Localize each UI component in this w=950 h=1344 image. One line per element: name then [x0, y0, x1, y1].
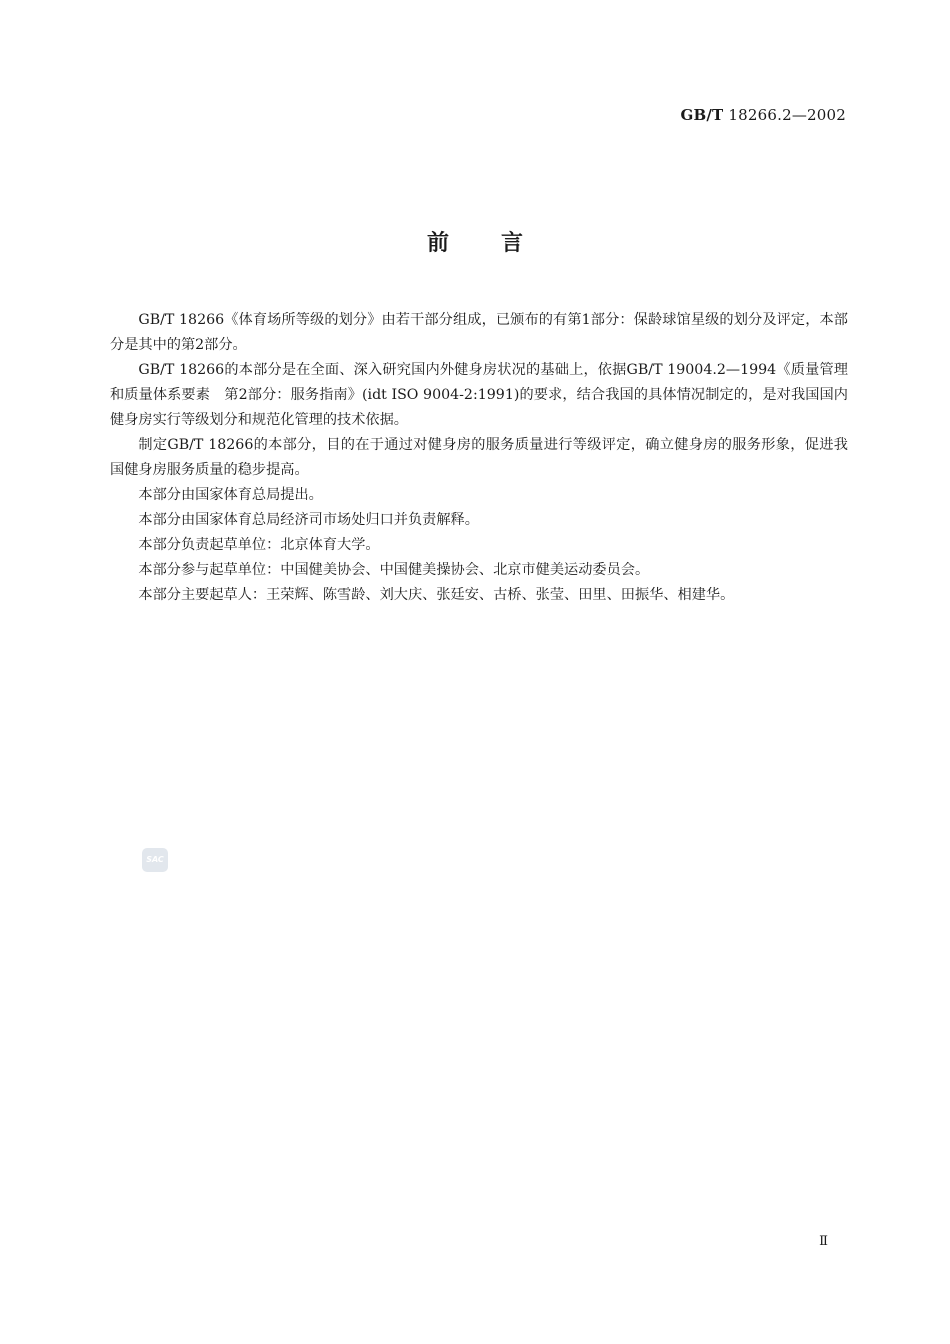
- paragraph-main-drafters: 本部分主要起草人：王荣辉、陈雪龄、刘大庆、张廷安、古桥、张莹、田里、田振华、相建华。: [138, 587, 735, 603]
- paragraph-series-intro: GB/T 18266《体育场所等级的划分》由若干部分组成，已颁布的有第1部分：保龄球馆星级的划分及评定，本部分是其中的第2部分。: [110, 312, 848, 353]
- standard-code-prefix: GB/T: [680, 106, 724, 124]
- foreword-body: [110, 308, 848, 608]
- page-number: Ⅱ: [819, 1234, 828, 1249]
- paragraph-participating-units: 本部分参与起草单位：中国健美协会、中国健美操协会、北京市健美运动委员会。: [138, 562, 650, 578]
- standard-code-number: 18266.2—2002: [728, 106, 846, 124]
- paragraph-responsible-body: 本部分由国家体育总局经济司市场处归口并负责解释。: [138, 512, 479, 528]
- paragraph-purpose: 制定GB/T 18266的本部分，目的在于通过对健身房的服务质量进行等级评定，确立健身房的服务形象，促进我国健身房服务质量的稳步提高。: [110, 437, 848, 478]
- page-title: 前言: [426, 231, 575, 256]
- paragraph-proposer: 本部分由国家体育总局提出。: [138, 487, 323, 503]
- paragraph-drafting-unit: 本部分负责起草单位：北京体育大学。: [138, 537, 380, 553]
- paragraph-basis: GB/T 18266的本部分是在全面、深入研究国内外健身房状况的基础上，依据GB/T 19004.2—1994《质量管理和质量体系要素 第2部分：服务指南》(idt ISO 9004-2:1991)的要求，结合我国的具体情况制定的，是对我国国内健身房实行等级划分和规范化管理的技术依据。: [110, 362, 848, 428]
- standard-code-header: [680, 106, 846, 124]
- sac-watermark-logo: SAC: [142, 848, 168, 872]
